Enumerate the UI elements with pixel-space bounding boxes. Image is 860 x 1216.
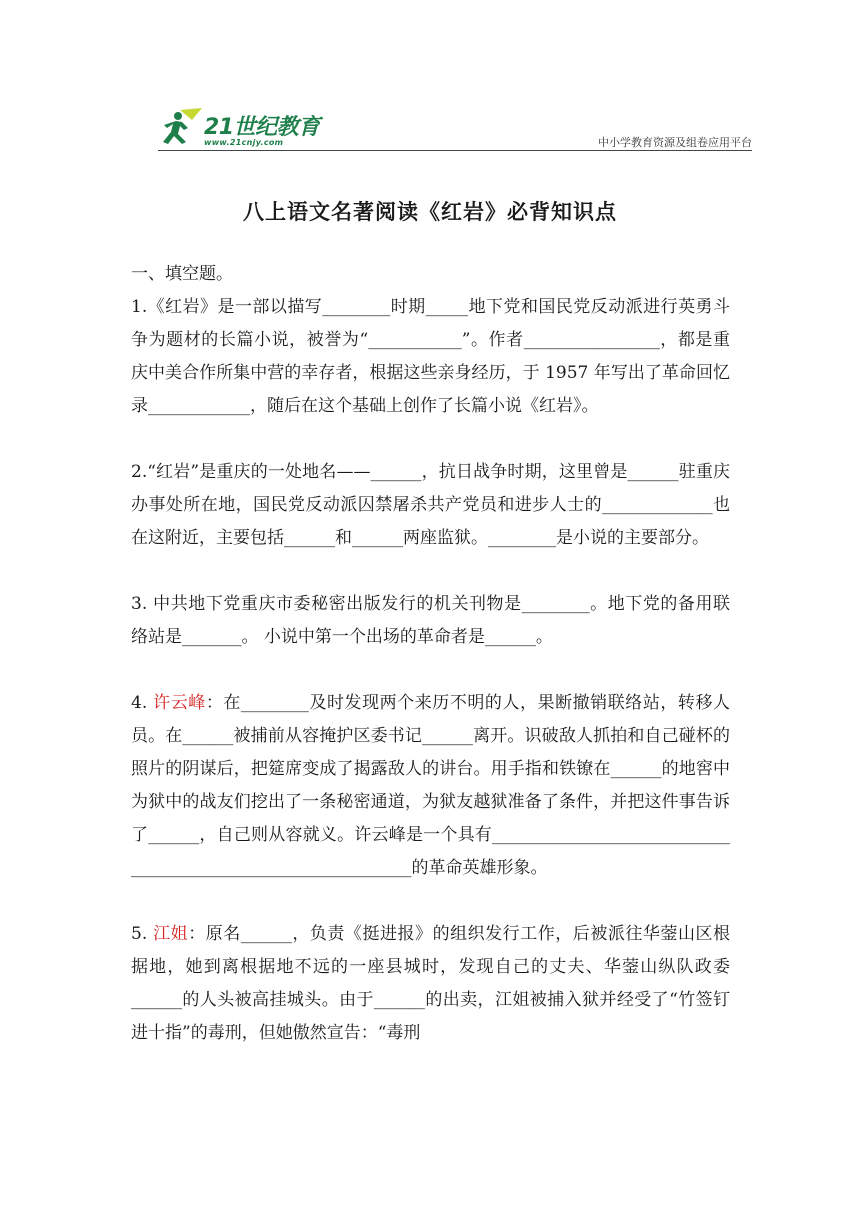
text: 2.“红岩”是重庆的一处地名—— — [131, 462, 371, 482]
text: ，随后在这个基础上创作了长篇小说《红岩》。 — [250, 396, 599, 416]
text: ”。作者 — [461, 330, 524, 350]
fill-blank: _______ — [182, 627, 242, 647]
fill-blank: _____________ — [602, 495, 713, 515]
section-heading: 一、填空题。 — [131, 264, 233, 284]
text: 被捕前从容掩护区委书记 — [233, 726, 423, 746]
text: ：在 — [205, 693, 241, 713]
text: 1.《红岩》是一部以描写 — [131, 297, 323, 317]
character-name: 许云峰 — [153, 693, 206, 713]
paragraph-gap — [131, 885, 730, 918]
fill-blank: ______ — [131, 990, 182, 1010]
text: 也在这附近，主要包括 — [131, 495, 731, 548]
question-1 — [131, 291, 730, 423]
fill-blank: ______ — [373, 990, 425, 1010]
fill-blank: ______ — [148, 825, 200, 845]
text: 地下党和国民党反动派进行英勇斗争为题材的长篇小说，被誉为“ — [131, 297, 731, 350]
text: 的人头被高挂城头。由于 — [182, 990, 374, 1010]
question-2 — [131, 456, 730, 555]
site-logo — [158, 106, 328, 150]
question-number: 5. — [131, 924, 154, 944]
header-slogan: 中小学教育资源及组卷应用平台 — [598, 136, 752, 149]
fill-blank: ______ — [182, 726, 234, 746]
document-title: 八上语文名著阅读《红岩》必背知识点 — [243, 200, 617, 224]
paragraph-gap — [131, 555, 730, 588]
fill-blank: ______ — [422, 726, 474, 746]
fill-blank: ________ — [322, 297, 391, 317]
logo-text: 21世纪教育 — [204, 115, 320, 140]
text: ，抗日战争时期，这里曾是 — [421, 462, 628, 482]
text: 3. 中共地下党重庆市委秘密出版发行的机关刊物是 — [131, 594, 522, 614]
text: ，自己则从容就义。许云峰是一个具有 — [199, 825, 493, 845]
text: 的地窖中为狱中的战友们挖出了一条秘密通道，为狱友越狱准备了条件，并把这件事告诉了 — [131, 759, 730, 845]
text: 的革命英雄形象。 — [411, 858, 548, 878]
text: 驻重庆办事处所在地，国民党反动派囚禁屠杀共产党员和进步人士的 — [131, 462, 731, 515]
fill-blank: ________ — [521, 594, 590, 614]
question-5 — [131, 918, 730, 1050]
character-name: 江姐 — [153, 924, 189, 944]
fill-blank: ________________ — [523, 330, 660, 350]
text: 及时发现两个来历不明的人，果断撤销联络站，转移人员。在 — [131, 693, 731, 746]
fill-blank: ______ — [370, 462, 422, 482]
fill-blank: ________ — [488, 528, 556, 548]
fill-blank: ______ — [610, 759, 662, 779]
running-man-icon — [158, 106, 204, 150]
text: 。 小说中第一个出场的革命者是 — [241, 627, 485, 647]
text: ：原名 — [188, 924, 241, 944]
logo-url: www.21cnjy.com — [204, 138, 284, 147]
paragraph-gap — [131, 423, 730, 456]
text: 两座监狱。 — [403, 528, 488, 548]
paragraph-gap — [131, 654, 730, 687]
fill-blank: _____ — [425, 297, 469, 317]
text: 。 — [535, 627, 553, 647]
text: ，都是重庆中美合作所集中营的幸存者，根据这些亲身经历，于 1957 年写出了革命回忆录 — [131, 330, 730, 416]
fill-blank: _____________________________________________________________ — [131, 825, 731, 878]
text: ，负责《挺进报》的组织发行工作，后被派往华蓥山区根据地，她到离根据地不远的一座县城时，发现自己的丈夫、华蓥山纵队政委 — [131, 924, 731, 977]
fill-blank: ___________ — [368, 330, 462, 350]
header-divider — [158, 150, 752, 151]
fill-blank: ______ — [352, 528, 403, 548]
fill-blank: ______ — [627, 462, 679, 482]
fill-blank: ______ — [284, 528, 335, 548]
document-body — [131, 258, 730, 1050]
text: 时期 — [390, 297, 426, 317]
question-number: 4. — [131, 693, 154, 713]
question-3 — [131, 588, 730, 654]
question-4 — [131, 687, 730, 885]
page-header — [158, 100, 752, 152]
text: 的出卖，江姐被捕入狱并经受了“竹签钉进十指”的毒刑，但她傲然宣告：“毒刑 — [131, 990, 730, 1043]
fill-blank: ____________ — [148, 396, 250, 416]
text: 。地下党的备用联络站是 — [131, 594, 731, 647]
fill-blank: ______ — [240, 924, 292, 944]
text: 离开。识破敌人抓拍和自己碰杯的照片的阴谋后，把筵席变成了揭露敌人的讲台。用手指和铁镣在 — [131, 726, 731, 779]
text: 和 — [335, 528, 352, 548]
fill-blank: ______ — [484, 627, 536, 647]
fill-blank: ________ — [240, 693, 309, 713]
text: 是小说的主要部分。 — [556, 528, 709, 548]
